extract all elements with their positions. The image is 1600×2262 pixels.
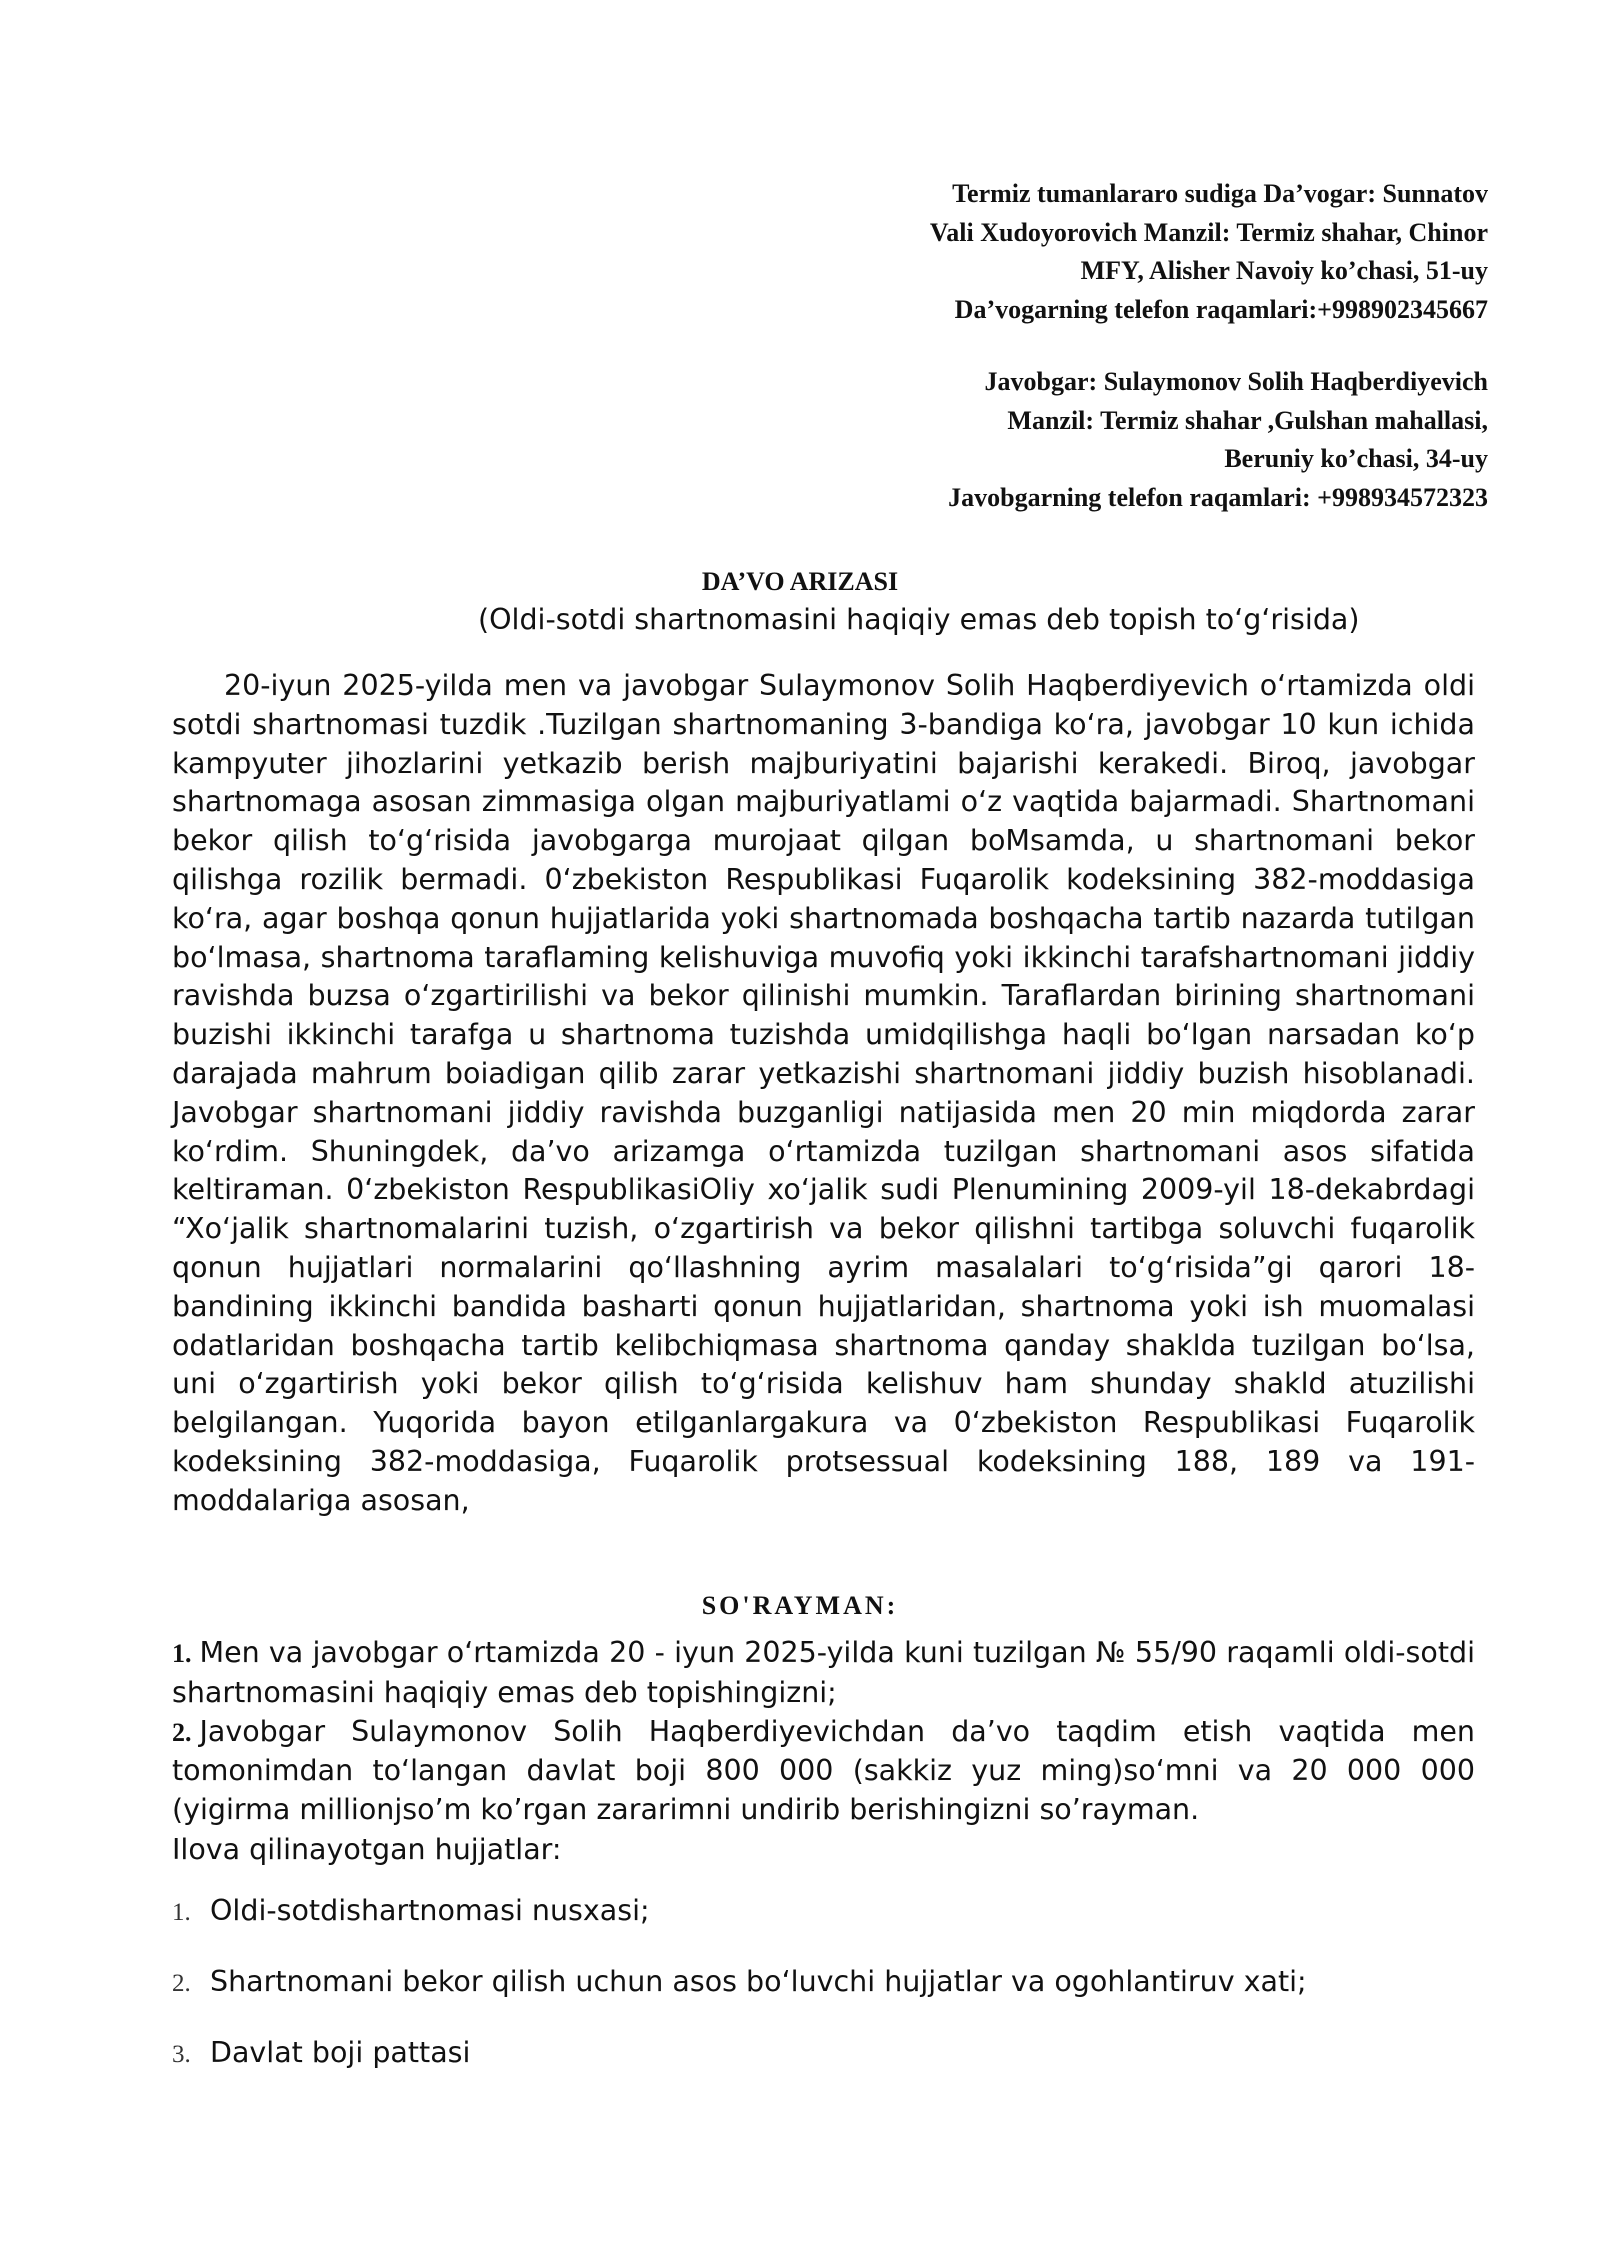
defendant-line: Beruniy ko’chasi, 34-uy [1224,444,1488,473]
attachments-heading: Ilova qilinayotgan hujjatlar: [172,1833,562,1866]
attachment-number: 2. [172,1970,191,1997]
request-text: Javobgar Sulaymonov Solih Haqberdiyevichdan da’vo taqdim etish vaqtida men tomonimdan to‘langan davlat boji 800 000 (sakkiz yuz ming)so‘mni va 20 000 000 (yigirma millionjso’m ko’rgan zararimni undirib berishingizni so’rayman. [172,1714,1475,1827]
plaintiff-line: Termiz tumanlararo sudiga Da’vogar: Sunnatov [952,179,1488,208]
defendant-line: Javobgar: Sulaymonov Solih Haqberdiyevich [984,367,1488,396]
request-text: Men va javobgar o‘rtamizda 20 - iyun 2025-yilda kuni tuzilgan № 55/90 raqamli oldi-sotdi shartnomasini haqiqiy emas deb topishingizni; [172,1636,1475,1709]
defendant-address-block [948,363,1488,517]
plaintiff-address-block [930,175,1488,329]
request-list [172,1634,1475,1830]
plaintiff-line: Da’vogarning telefon raqamlari:+998902345667 [954,294,1488,324]
plaintiff-line: Vali Xudoyorovich Manzil: Termiz shahar, Chinor [929,217,1488,247]
attachment-item [172,1962,1307,2004]
attachment-text: Davlat boji pattasi [210,2036,471,2069]
request-heading: SO'RAYMAN: [701,1591,899,1620]
document-title: DA’VO ARIZASI [701,567,899,596]
attachment-text: Shartnomani bekor qilish uchun asos bo‘luvchi hujjatlar va ogohlantiruv xati; [210,1965,1307,1998]
attachment-item [172,1891,650,1933]
attachment-item [172,2033,470,2075]
claim-body-paragraph: 20-iyun 2025-yilda men va javobgar Sulaymonov Solih Haqberdiyevich o‘rtamizda oldi sotdi shartnomasi tuzdik .Tuzilgan shartnomaning 3-bandiga ko‘ra, javobgar 10 kun ichida kampyuter jihozlarini yetkazib berish majburiyatini bajarishi kerakedi. Biroq, javobgar shartnomaga asosan zimmasiga olgan majburiyatlami o‘z vaqtida bajarmadi. Shartnomani bekor qilish to‘g‘risida javobgarga murojaat qilgan boMsamda, u shartnomani bekor qilishga rozilik bermadi. 0‘zbekiston Respublikasi Fuqarolik kodeksining 382-moddasiga ko‘ra, agar boshqa qonun hujjatlarida yoki shartnomada boshqacha tartib nazarda tutilgan bo‘lmasa, shartnoma taraflaming kelishuviga muvofiq yoki ikkinchi tarafshartnomani jiddiy ravishda buzsa o‘zgartirilishi va bekor qilinishi mumkin. Taraflardan birining shartnomani buzishi ikkinchi tarafga u shartnoma tuzishda umidqilishga haqli bo‘lgan narsadan ko‘p darajada mahrum boiadigan qilib zarar yetkazishi shartnomani jiddiy buzish hisoblanadi. Javobgar shartnomani jiddiy ravishda buzganligi natijasida men 20 min miqdorda zarar ko‘rdim. Shuningdek, da’vo arizamga o‘rtamizda tuzilgan shartnomani asos sifatida keltiraman. 0‘zbekiston RespublikasiOliy xo‘jalik sudi Plenumining 2009-yil 18-dekabrdagi “Xo‘jalik shartnomalarini tuzish, o‘zgartirish va bekor qilishni tartibga soluvchi fuqarolik qonun hujjatlari normalarini qo‘llashning ayrim masalalari to‘g‘risida”gi qarori 18-bandining ikkinchi bandida basharti qonun hujjatlaridan, shartnoma yoki ish muomalasi odatlaridan boshqacha tartib kelibchiqmasa shartnoma qanday shaklda tuzilgan bo‘lsa, uni o‘zgartirish yoki bekor qilish to‘g‘risida kelishuv ham shunday shakld atuzilishi belgilangan. Yuqorida bayon etilganlargakura va 0‘zbekiston Respublikasi Fuqarolik kodeksining 382-moddasiga, Fuqarolik protsessual kodeksining 188, 189 va 191-moddalariga asosan, [172,669,1475,1517]
request-item [172,1634,1475,1713]
attachment-text: Oldi-sotdishartnomasi nusxasi; [210,1894,650,1927]
defendant-line: Javobgarning telefon raqamlari: +998934572323 [948,482,1488,512]
defendant-line: Manzil: Termiz shahar ,Gulshan mahallasi, [1007,405,1488,435]
attachment-number: 1. [172,1899,191,1926]
request-item [172,1713,1475,1830]
attachment-number: 3. [172,2041,191,2068]
plaintiff-line: MFY, Alisher Navoiy ko’chasi, 51-uy [1080,256,1488,285]
request-number: 1. [172,1639,192,1668]
document-subtitle: (Oldi-sotdi shartnomasini haqiqiy emas deb topish to‘g‘risida) [478,603,1360,636]
request-number: 2. [172,1717,192,1747]
